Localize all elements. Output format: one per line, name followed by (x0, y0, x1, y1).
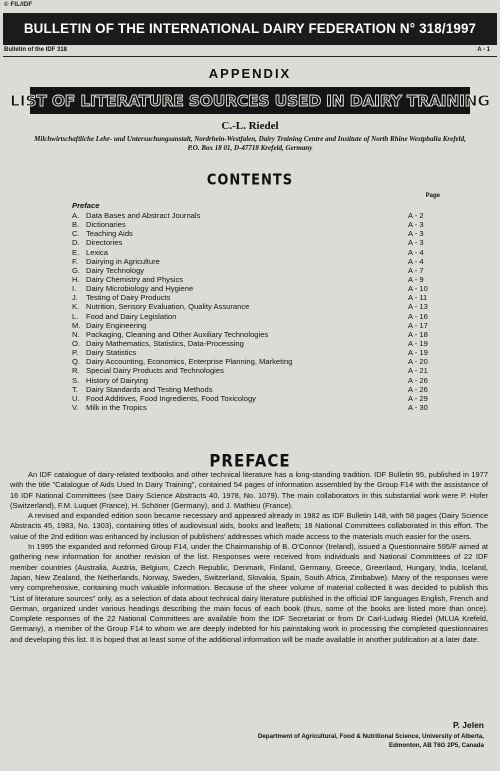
toc-entry-page: A - 4 (408, 247, 424, 257)
toc-entry-letter: S. (72, 375, 80, 385)
toc-entry-title: Food and Dairy Legislation (86, 311, 177, 321)
toc-entry (62, 293, 444, 302)
toc-entry-letter: Q. (72, 357, 81, 367)
preface-paragraph: An IDF catalogue of dairy-related textbooks and other technical literature has a long-standing tradition. IDF Bulletin 95, published in 1977 with the title "Catalogue of Aids Used In Dairy Training", contained 54 pages of information assembled by the Group F14 with the assistance of 16 IDF National Committees (see Dairy Science Abstracts 40, 1978, No. 1079). The main collaborators in this substantial work were P. Hofer (Switzerland), F.M. Luquet (France), H. Schöner (Germany), and J. Mathieu (France). (10, 470, 488, 510)
toc-entry (62, 284, 444, 293)
toc-entry-title: Food Additives, Food Ingredients, Food Toxicology (86, 393, 256, 403)
preface-paragraph: A revised and expanded edition soon became necessary and appeared already in 1982 as IDF Bulletin 148, with 58 pages (Dairy Science Abstracts 45, 1983, No. 1303), containing titles of audiovisual aids, books and leaflets; 18 National Committees collaborated in this effort. The value of the 2nd edition was enhanced by inclusion of publishers' addresses which made access to the materials much easier for the users. (10, 511, 488, 541)
toc-entry-letter: P. (72, 348, 79, 358)
preface-paragraph: In 1995 the expanded and reformed Group F14, under the Chairmanship of B. O'Connor (Ireland), issued a Questionnaire 595/F aimed at gathering new information for another revision of the list. Responses were received from individuals and National Committees of 22 IDF member countries (Australia, Austria, Belgium, Czech Republic, Denmark, Finland, Germany, Greece, Greenland, Hungary, India, Iceland, Japan, New Zealand, the Netherlands, Norway, Sweden, Switzerland, Slovakia, Spain, South Africa, Zimbabwe). Many of the responses were very comprehensive, containing much valuable information. Because of the sheer volume of material collected it was decided to publish this "List of literature sources" only, as a selection of data about technical dairy literature published in the official IDF languages English, French and German, organized under various headings describing the main focus of each book (thus, some of the books are listed more than once). Complete responses of the 22 National Committees are available from the IDF Secretariat or from Dr Carl-Ludwig Riedel (MLUA Krefeld, Germany), a member of the Group F14 to whom we are deeply indebted for his painstaking work in processing the completed questionnaires and developing this list. It is hoped that at least some of the additional information will be made available in another publication at a later date. (10, 542, 488, 644)
toc-entry-page: A - 29 (408, 393, 428, 403)
toc-entry-letter: J. (72, 293, 78, 303)
toc-entry-letter: G. (72, 265, 81, 275)
article-title: LIST OF LITERATURE SOURCES USED IN DAIRY TRAINING (10, 91, 490, 110)
page-number: A - 1 (477, 47, 490, 53)
toc-entry-title: Dairy Microbiology and Hygiene (86, 284, 194, 294)
preface-heading: PREFACE (209, 450, 291, 472)
toc-entry (62, 211, 444, 220)
toc-entry (62, 385, 444, 394)
toc-entry-letter: M. (72, 320, 81, 330)
toc-entry (62, 321, 444, 330)
toc-entry-page: A - 19 (408, 338, 428, 348)
toc-entry-page: A - 26 (408, 375, 428, 385)
toc-entry-page: A - 17 (408, 320, 428, 330)
toc-entry-page: A - 20 (408, 357, 428, 367)
author-affiliation: Milchwirtschaftliche Lehr- und Untersuchungsanstalt, Nordrhein-Westfalen, Dairy Training Centre and Institute of North Rhine Westphalia Krefeld, P.O. Box 18 01, D-47718 Krefeld, Germany (34, 135, 466, 152)
toc-entry-page: A - 19 (408, 348, 428, 358)
article-title-block (10, 87, 490, 114)
toc-preface-entry: Preface (72, 201, 100, 210)
toc-entry-page: A - 4 (408, 256, 424, 266)
toc-entry (62, 357, 444, 366)
toc-entry-title: Lexica (86, 247, 108, 257)
toc-entry-title: Milk in the Tropics (86, 402, 147, 412)
toc-entry-letter: I. (72, 284, 77, 294)
toc-entry-title: History of Dairying (86, 375, 149, 385)
signer-affiliation-line: Department of Agricultural, Food & Nutritional Science, University of Alberta, (257, 733, 484, 740)
toc-entry-title: Dictionaries (86, 220, 126, 230)
toc-entry-letter: K. (72, 302, 80, 312)
toc-entry-page: A - 3 (408, 238, 424, 248)
toc-entry (62, 248, 444, 257)
toc-entry (62, 229, 444, 238)
toc-entry-title: Dairy Chemistry and Physics (86, 274, 184, 284)
toc-entry-page: A - 30 (408, 402, 428, 412)
toc-entry-letter: T. (72, 384, 78, 394)
toc-entry (62, 275, 444, 284)
toc-entry-letter: V. (72, 402, 79, 412)
toc-entry-title: Special Dairy Products and Technologies (86, 366, 224, 376)
toc-entry-title: Dairy Accounting, Economics, Enterprise Planning, Marketing (86, 357, 293, 367)
toc-entry-letter: A. (72, 211, 80, 220)
toc-entry-title: Dairy Technology (86, 265, 145, 275)
toc-entry (62, 330, 444, 339)
toc-entry-page: A - 11 (408, 293, 428, 303)
preface-body (10, 470, 488, 645)
toc-entry-letter: U. (72, 393, 80, 403)
toc-entry-letter: O. (72, 338, 81, 348)
toc-entry-letter: N. (72, 329, 80, 339)
toc-entry-letter: L. (72, 311, 79, 321)
toc-entry-letter: D. (72, 238, 80, 248)
toc-entry-page: A - 3 (408, 220, 424, 230)
contents-heading: CONTENTS (206, 171, 294, 190)
signer-affiliation-line: Edmonton, AB T6G 2P5, Canada (388, 742, 484, 749)
author-name: C.-L. Riedel (221, 120, 279, 132)
toc-entry-letter: H. (72, 274, 80, 284)
toc-entry (62, 257, 444, 266)
signer-affiliation (184, 732, 484, 750)
toc-entry-page: A - 3 (408, 229, 424, 239)
toc-entry-page: A - 2 (408, 211, 424, 220)
toc-entry (62, 376, 444, 385)
toc-entry-title: Dairy Statistics (86, 348, 137, 358)
toc-entry-title: Nutrition, Sensory Evaluation, Quality Assurance (86, 302, 250, 312)
toc-entry-page: A - 10 (408, 284, 428, 294)
toc-entry-title: Testing of Dairy Products (86, 293, 171, 303)
toc-entry (62, 266, 444, 275)
header-rule (3, 56, 497, 57)
toc-page-column-label: Page (425, 193, 440, 199)
copyright-notice: © FIL/IDF (4, 2, 33, 8)
toc-entry (62, 220, 444, 229)
toc-entry-letter: F. (72, 256, 78, 266)
toc-entry-title: Dairy Mathematics, Statistics, Data-Processing (86, 338, 244, 348)
toc-entry-page: A - 9 (408, 274, 424, 284)
toc-list (62, 211, 444, 412)
toc-entry-letter: B. (72, 220, 80, 230)
toc-entry (62, 339, 444, 348)
toc-entry (62, 394, 444, 403)
toc-entry-title: Directories (86, 238, 123, 248)
toc-entry-title: Teaching Aids (86, 229, 133, 239)
toc-entry-page: A - 18 (408, 329, 428, 339)
toc-entry (62, 238, 444, 247)
running-header (4, 47, 490, 53)
toc-entry-page: A - 13 (408, 302, 428, 312)
toc-entry-page: A - 26 (408, 384, 428, 394)
toc-entry-page: A - 7 (408, 265, 424, 275)
toc-entry (62, 366, 444, 375)
toc-entry-title: Dairy Standards and Testing Methods (86, 384, 213, 394)
signer-name: P. Jelen (452, 720, 484, 730)
toc-entry-title: Data Bases and Abstract Journals (86, 211, 201, 220)
appendix-heading: APPENDIX (208, 66, 292, 81)
toc-entry-letter: E. (72, 247, 80, 257)
bulletin-banner: BULLETIN OF THE INTERNATIONAL DAIRY FEDERATION N° 318/1997 (3, 13, 497, 45)
bulletin-reference: Bulletin of the IDF 318 (4, 47, 68, 53)
toc-entry-letter: C. (72, 229, 80, 239)
toc-entry-page: A - 16 (408, 311, 428, 321)
toc-entry (62, 302, 444, 311)
toc-entry-page: A - 21 (408, 366, 428, 376)
toc-entry (62, 312, 444, 321)
toc-entry-title: Dairy Engineering (86, 320, 147, 330)
toc-entry (62, 403, 444, 412)
toc-entry-title: Dairying in Agriculture (86, 256, 160, 266)
toc-entry-letter: R. (72, 366, 80, 376)
toc-entry (62, 348, 444, 357)
toc-entry-title: Packaging, Cleaning and Other Auxiliary Technologies (86, 329, 269, 339)
